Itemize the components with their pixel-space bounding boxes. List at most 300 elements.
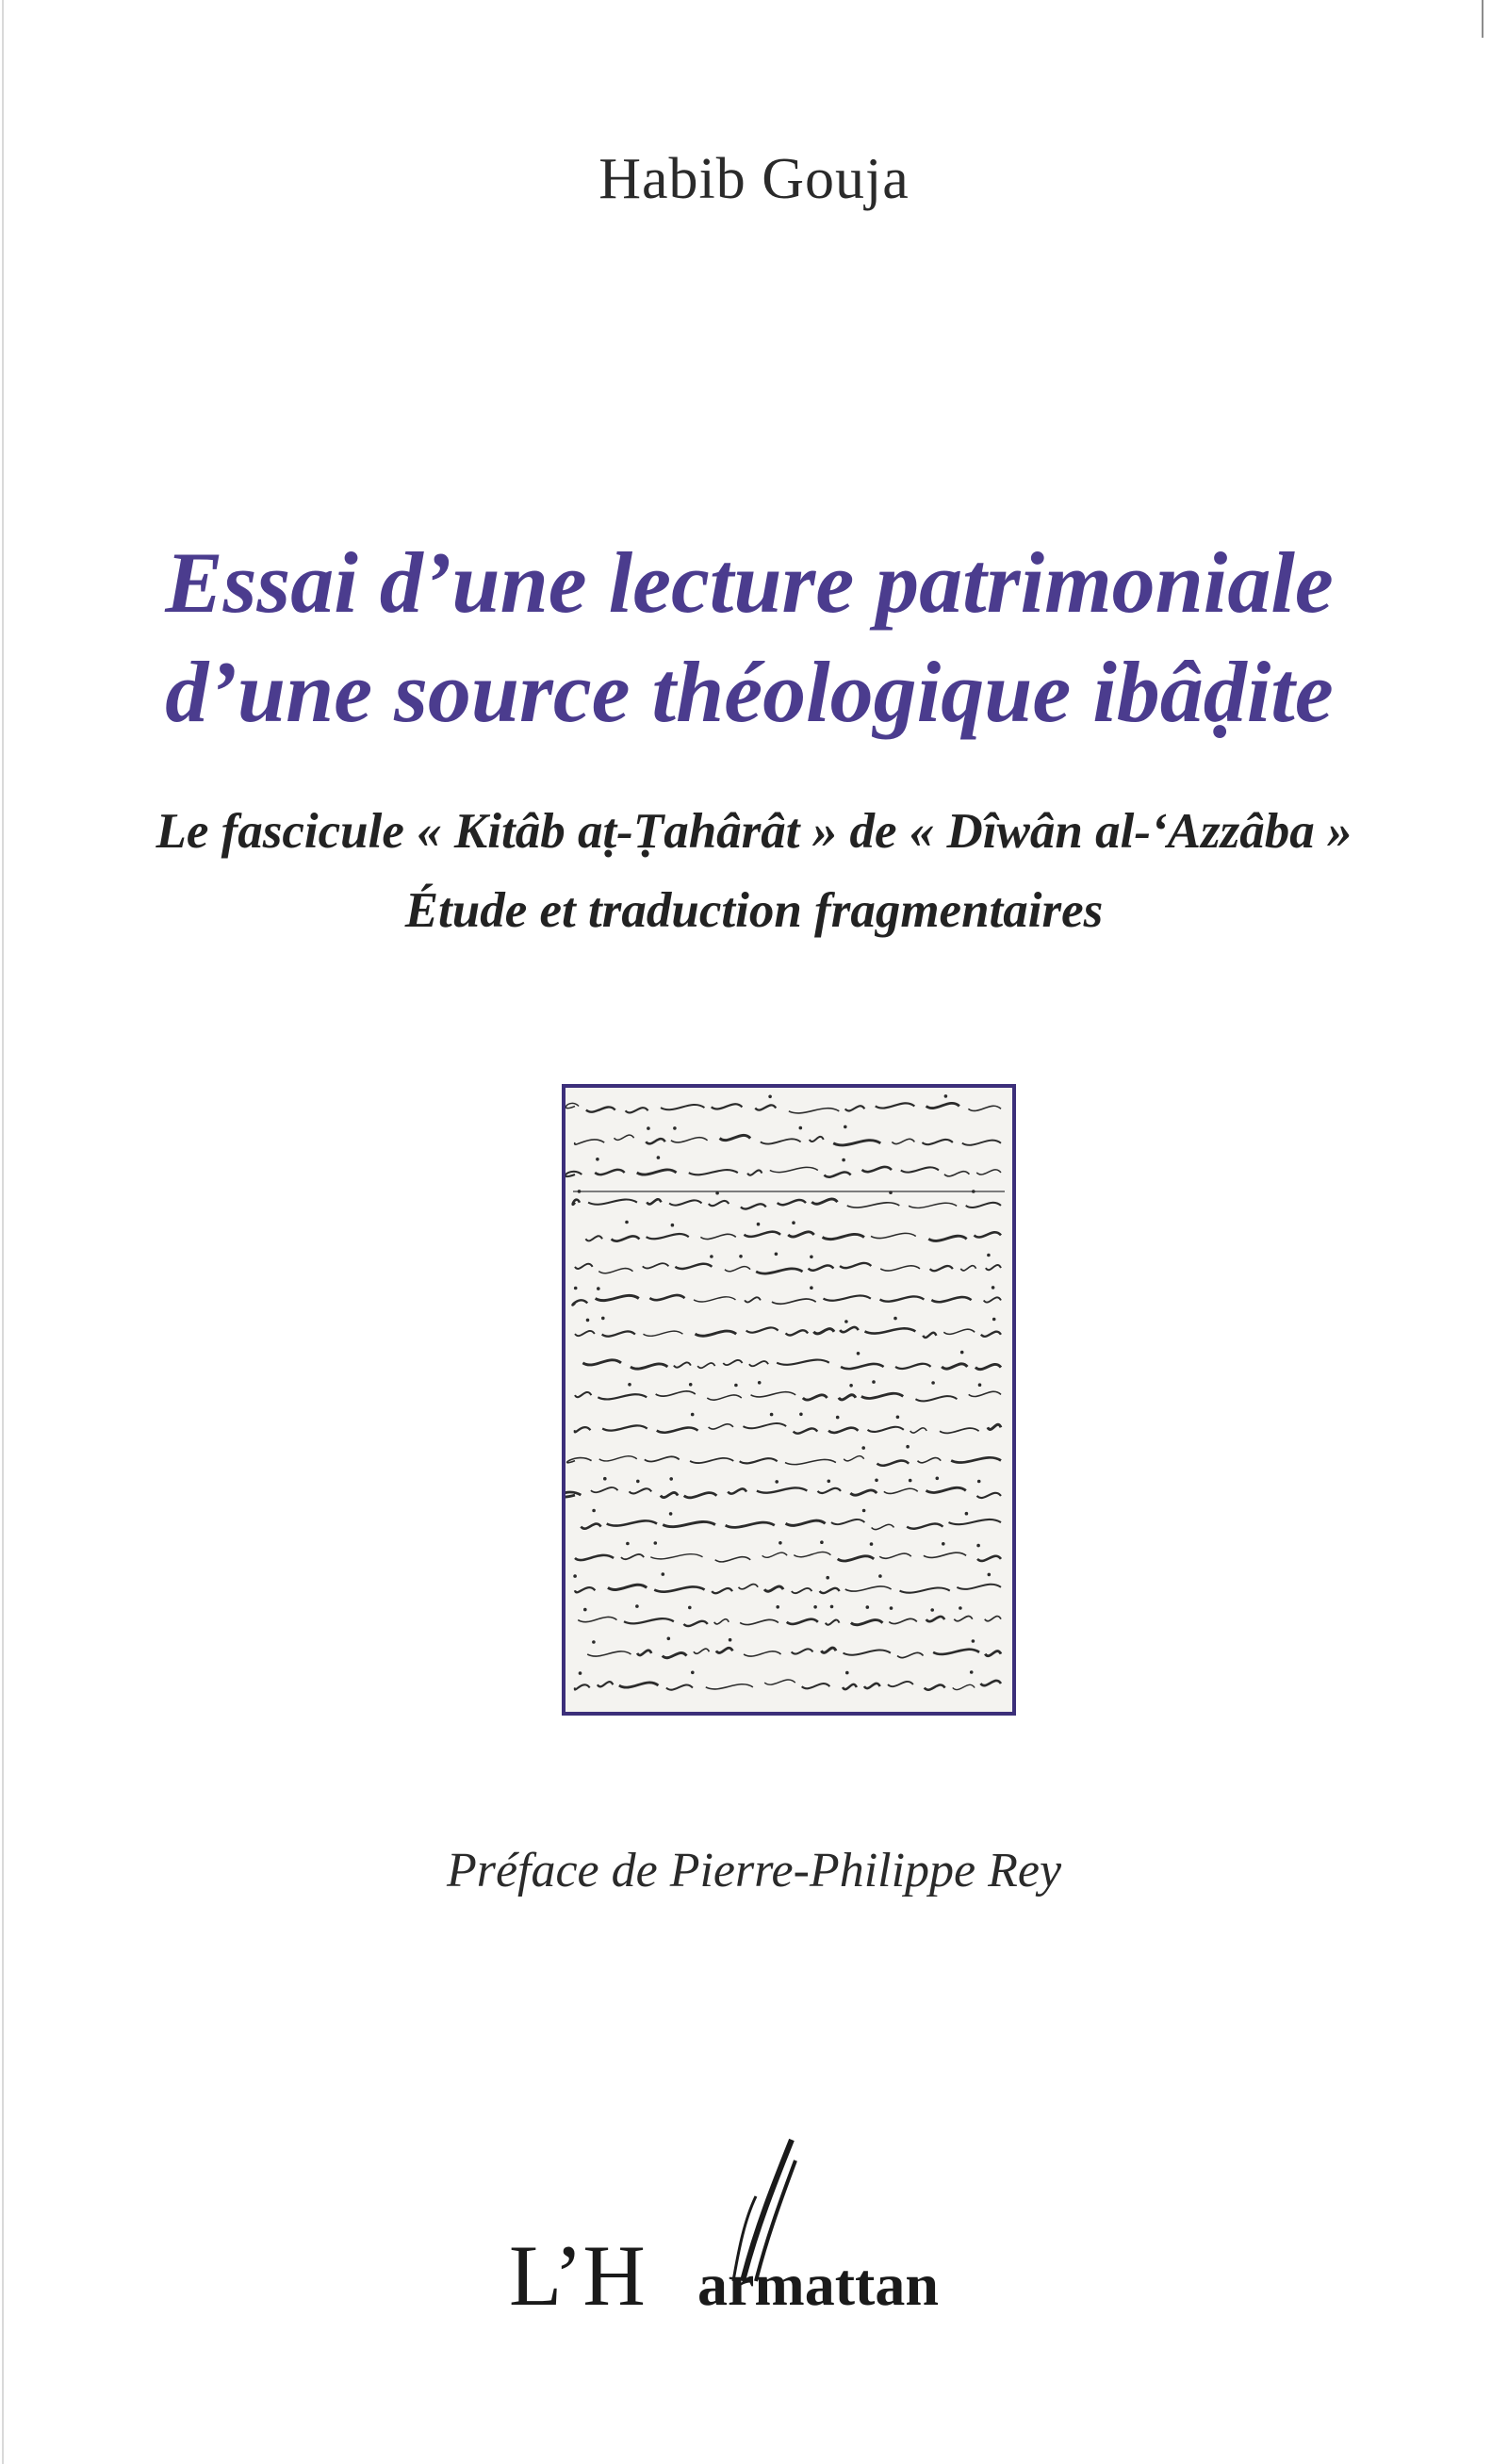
- handwriting-dot: [758, 1381, 762, 1385]
- handwriting-dot: [820, 1540, 824, 1544]
- handwriting-stroke: [598, 1682, 613, 1686]
- handwriting-dot: [729, 1638, 732, 1642]
- handwriting-stroke: [764, 1586, 783, 1591]
- handwriting-stroke: [988, 1424, 1001, 1429]
- handwriting-stroke: [845, 1586, 892, 1591]
- handwriting-dot: [842, 1158, 845, 1162]
- handwriting-stroke: [675, 1264, 712, 1269]
- handwriting-dot: [844, 1125, 847, 1129]
- handwriting-stroke: [954, 1617, 972, 1621]
- handwriting-stroke: [880, 1266, 920, 1271]
- handwriting-stroke: [838, 1556, 874, 1561]
- handwriting-dot: [810, 1256, 813, 1259]
- author-name: Habib Gouja: [598, 147, 910, 211]
- handwriting-stroke: [624, 1618, 674, 1623]
- handwriting-stroke: [694, 1649, 709, 1653]
- handwriting-stroke: [975, 1364, 1001, 1369]
- handwriting-dot: [691, 1413, 695, 1417]
- handwriting-stroke: [981, 1332, 1001, 1337]
- handwriting-stroke: [587, 1651, 631, 1656]
- handwriting-dot: [970, 1670, 974, 1674]
- handwriting-dot: [596, 1158, 599, 1161]
- handwriting-dot: [896, 1416, 900, 1420]
- handwriting-dot: [601, 1317, 605, 1321]
- handwriting-stroke: [833, 1141, 880, 1145]
- book-title: [57, 528, 1442, 747]
- handwriting-dot: [757, 1223, 761, 1226]
- handwriting-dot: [603, 1477, 607, 1481]
- handwriting-stroke: [596, 1295, 639, 1300]
- handwriting-dot: [813, 1605, 817, 1609]
- handwriting-dot: [739, 1255, 743, 1258]
- handwriting-stroke: [845, 1106, 865, 1110]
- handwriting-dot: [977, 1480, 981, 1484]
- handwriting-dot: [779, 1541, 782, 1545]
- handwriting-stroke: [575, 1555, 614, 1560]
- handwriting-stroke: [977, 1493, 1001, 1498]
- handwriting-stroke: [953, 1684, 975, 1689]
- handwriting-stroke: [901, 1167, 939, 1172]
- handwriting-stroke: [778, 1200, 806, 1205]
- handwriting-dot: [944, 1094, 948, 1098]
- handwriting-dot: [574, 1287, 578, 1290]
- handwriting-stroke: [831, 1519, 864, 1524]
- handwriting-stroke: [926, 1617, 945, 1621]
- handwriting-dot: [830, 1605, 834, 1609]
- handwriting-stroke: [817, 1488, 840, 1493]
- handwriting-stroke: [888, 1682, 913, 1686]
- handwriting-dot: [826, 1576, 829, 1580]
- handwriting-stroke: [575, 1427, 591, 1432]
- handwriting-stroke: [712, 1104, 743, 1109]
- handwriting-stroke: [787, 1619, 818, 1624]
- handwriting-dot: [889, 1191, 893, 1194]
- handwriting-stroke: [933, 1650, 979, 1654]
- handwriting-stroke: [588, 1200, 637, 1205]
- handwriting-stroke: [840, 1327, 859, 1332]
- handwriting-stroke: [794, 1552, 830, 1557]
- handwriting-stroke: [839, 1395, 856, 1400]
- handwriting-stroke: [619, 1683, 659, 1687]
- svg-text:L’H: L’H: [509, 2227, 646, 2324]
- handwriting-dot: [635, 1604, 639, 1608]
- handwriting-stroke: [573, 1200, 580, 1205]
- handwriting-stroke: [720, 1135, 751, 1140]
- handwriting-dot: [775, 1480, 779, 1484]
- handwriting-stroke: [794, 1428, 818, 1433]
- handwriting-stroke: [861, 1393, 903, 1398]
- handwriting-stroke: [877, 1461, 909, 1466]
- handwriting-dot: [710, 1255, 713, 1258]
- handwriting-stroke: [643, 1263, 669, 1268]
- handwriting-stroke: [811, 1199, 837, 1204]
- handwriting-dot: [828, 1480, 831, 1484]
- handwriting-stroke: [809, 1265, 834, 1270]
- handwriting-stroke: [690, 1458, 733, 1463]
- handwriting-stroke: [663, 1653, 687, 1658]
- handwriting-stroke: [654, 1586, 704, 1591]
- handwriting-stroke: [575, 1587, 595, 1592]
- handwriting-stroke: [666, 1684, 693, 1689]
- handwriting-stroke: [598, 1269, 632, 1273]
- handwriting-stroke: [700, 1234, 735, 1239]
- handwriting-stroke: [608, 1585, 647, 1589]
- handwriting-stroke: [980, 1681, 1001, 1685]
- handwriting-dot: [857, 1352, 861, 1355]
- handwriting-stroke: [689, 1170, 738, 1175]
- handwriting-stroke: [777, 1360, 829, 1365]
- handwriting-stroke: [649, 1295, 684, 1300]
- handwriting-stroke: [683, 1621, 707, 1626]
- handwriting-dot: [976, 1544, 980, 1548]
- handwriting-stroke: [586, 1107, 615, 1111]
- handwriting-dot: [878, 1574, 882, 1578]
- handwriting-stroke: [647, 1234, 689, 1239]
- handwriting-stroke: [761, 1139, 801, 1143]
- handwriting-stroke: [910, 1428, 926, 1433]
- handwriting-stroke: [880, 1296, 925, 1301]
- handwriting-dot: [628, 1383, 631, 1387]
- handwriting-dot: [586, 1319, 590, 1322]
- handwriting-stroke: [631, 1364, 667, 1369]
- handwriting-stroke: [802, 1684, 830, 1688]
- handwriting-stroke: [975, 1232, 1001, 1237]
- handwriting-stroke: [770, 1167, 818, 1172]
- handwriting-stroke: [744, 1651, 780, 1656]
- handwriting-stroke: [986, 1265, 1001, 1270]
- handwriting-stroke: [756, 1269, 802, 1273]
- handwriting-stroke: [747, 1170, 762, 1175]
- handwriting-dot: [866, 1605, 870, 1609]
- handwriting-stroke: [803, 1395, 828, 1400]
- handwriting-dot: [626, 1542, 630, 1546]
- handwriting-dot: [992, 1318, 996, 1322]
- handwriting-stroke: [864, 1328, 915, 1333]
- handwriting-stroke: [931, 1297, 971, 1302]
- crop-mark: [1482, 0, 1483, 38]
- handwriting-stroke: [637, 1170, 677, 1175]
- handwriting-stroke: [740, 1619, 779, 1624]
- handwriting-dot: [671, 1224, 675, 1227]
- handwriting-stroke: [897, 1652, 923, 1657]
- handwriting-stroke: [749, 1361, 768, 1366]
- handwriting-dot: [931, 1381, 935, 1385]
- handwriting-stroke: [868, 1427, 904, 1432]
- handwriting-dot: [592, 1640, 596, 1644]
- handwriting-stroke: [985, 1651, 1001, 1656]
- handwriting-dot: [775, 1253, 779, 1257]
- handwriting-stroke: [960, 1266, 975, 1271]
- handwriting-stroke: [643, 1331, 682, 1336]
- handwriting-stroke: [942, 1364, 967, 1369]
- harmattan-logo: [509, 2140, 999, 2328]
- handwriting-stroke: [985, 1617, 1001, 1621]
- handwriting-stroke: [884, 1488, 918, 1493]
- handwriting-stroke: [826, 1620, 840, 1625]
- handwriting-stroke: [647, 1199, 661, 1204]
- handwriting-stroke: [602, 1331, 635, 1336]
- handwriting-stroke: [876, 1103, 915, 1108]
- handwriting-stroke: [697, 1363, 714, 1368]
- handwriting-dot: [906, 1445, 910, 1449]
- handwriting-stroke: [824, 1296, 871, 1301]
- handwriting-stroke: [746, 1327, 779, 1332]
- handwriting-stroke: [915, 1396, 957, 1401]
- handwriting-dot: [673, 1126, 677, 1130]
- handwriting-stroke: [930, 1266, 953, 1271]
- handwriting-stroke: [740, 1458, 778, 1463]
- handwriting-dot: [715, 1191, 719, 1195]
- handwriting-stroke: [907, 1524, 942, 1529]
- handwriting-stroke: [650, 1554, 702, 1559]
- handwriting-stroke: [725, 1267, 750, 1272]
- handwriting-stroke: [820, 1588, 840, 1593]
- handwriting-dot: [965, 1512, 969, 1516]
- handwriting-dot: [669, 1512, 673, 1516]
- handwriting-dot: [909, 1479, 912, 1483]
- handwriting-stroke: [656, 1391, 696, 1396]
- handwriting-dot: [689, 1383, 693, 1387]
- handwriting-stroke: [943, 1329, 975, 1334]
- handwriting-stroke: [828, 1428, 858, 1433]
- manuscript-image: [562, 1084, 1016, 1716]
- handwriting-dot: [792, 1221, 795, 1224]
- handwriting-stroke: [598, 1394, 647, 1399]
- handwriting-stroke: [566, 1492, 581, 1497]
- handwriting-stroke: [862, 1167, 892, 1172]
- subtitle-line-1: Le fascicule « Kitâb aṭ-Ṭahârât » de « Dîwân al-‘Azzâba »: [156, 804, 1352, 859]
- handwriting-stroke: [792, 1649, 813, 1653]
- handwriting-stroke: [892, 1139, 914, 1143]
- book-subtitle: [38, 792, 1470, 950]
- handwriting-stroke: [764, 1680, 795, 1684]
- handwriting-stroke: [599, 1456, 637, 1461]
- handwriting-stroke: [872, 1524, 894, 1529]
- handwriting-stroke: [745, 1297, 761, 1302]
- handwriting-dot: [799, 1126, 803, 1130]
- handwriting-stroke: [607, 1520, 657, 1525]
- handwriting-dot: [845, 1671, 849, 1675]
- handwriting-stroke: [786, 1330, 809, 1335]
- handwriting-dot: [667, 1637, 671, 1641]
- handwriting-dot: [597, 1287, 600, 1290]
- handwriting-dot: [972, 1190, 975, 1193]
- handwriting-stroke: [840, 1263, 871, 1268]
- subtitle-line-2: Étude et traduction fragmentaires: [404, 883, 1104, 938]
- handwriting-stroke: [630, 1488, 652, 1493]
- handwriting-stroke: [615, 1135, 634, 1140]
- handwriting-stroke: [723, 1360, 742, 1365]
- handwriting-stroke: [591, 1487, 618, 1492]
- handwriting-stroke: [917, 1458, 941, 1463]
- handwriting-dot: [988, 1573, 992, 1577]
- handwriting-stroke: [741, 1204, 766, 1208]
- handwriting-stroke: [824, 1172, 850, 1176]
- handwriting-dot: [936, 1477, 940, 1481]
- handwriting-stroke: [645, 1456, 680, 1461]
- handwriting-stroke: [657, 1428, 698, 1433]
- handwriting-stroke: [841, 1364, 884, 1369]
- handwriting-dot: [844, 1320, 848, 1323]
- publisher-logo: [509, 2140, 999, 2328]
- handwriting-stroke: [696, 1331, 737, 1336]
- handwriting-stroke: [969, 1391, 1001, 1396]
- handwriting-stroke: [707, 1395, 741, 1400]
- handwriting-stroke: [895, 1364, 930, 1369]
- handwriting-stroke: [844, 1650, 891, 1654]
- handwriting-dot: [579, 1671, 582, 1675]
- handwriting-dot: [770, 1413, 774, 1417]
- handwriting-stroke: [924, 1552, 966, 1557]
- handwriting-stroke: [744, 1232, 780, 1237]
- handwriting-stroke: [578, 1617, 616, 1621]
- handwriting-stroke: [585, 1236, 602, 1240]
- handwriting-stroke: [716, 1648, 732, 1652]
- manuscript-handwriting: [566, 1088, 1012, 1712]
- handwriting-stroke: [595, 1170, 624, 1175]
- handwriting-stroke: [879, 1553, 911, 1558]
- page-edge: [2, 0, 4, 2464]
- handwriting-stroke: [714, 1619, 729, 1624]
- handwriting-dot: [942, 1542, 945, 1546]
- handwriting-stroke: [957, 1585, 1001, 1589]
- handwriting-stroke: [661, 1492, 678, 1497]
- handwriting-dot: [978, 1383, 982, 1387]
- handwriting-dot: [959, 1606, 962, 1610]
- handwriting-stroke: [637, 1651, 651, 1655]
- handwriting-stroke: [684, 1493, 717, 1498]
- handwriting-dot: [893, 1317, 897, 1321]
- handwriting-dot: [849, 1384, 853, 1388]
- handwriting-stroke: [581, 1524, 600, 1529]
- handwriting-stroke: [709, 1201, 729, 1206]
- title-line-2: d’une source théologique ibâḍite: [165, 644, 1334, 740]
- handwriting-dot: [960, 1351, 964, 1355]
- handwriting-dot: [861, 1446, 865, 1450]
- handwriting-stroke: [909, 1203, 957, 1207]
- handwriting-stroke: [661, 1105, 704, 1109]
- handwriting-dot: [972, 1639, 975, 1643]
- handwriting-stroke: [821, 1648, 836, 1652]
- handwriting-stroke: [575, 1331, 595, 1336]
- handwriting-dot: [734, 1384, 738, 1388]
- handwriting-dot: [691, 1671, 695, 1675]
- handwriting-dot: [862, 1509, 866, 1513]
- handwriting-stroke: [923, 1333, 936, 1338]
- handwriting-dot: [799, 1413, 803, 1417]
- handwriting-stroke: [977, 1556, 1001, 1561]
- handwriting-dot: [654, 1541, 658, 1545]
- handwriting-dot: [992, 1286, 995, 1289]
- handwriting-dot: [872, 1380, 876, 1384]
- handwriting-stroke: [762, 1552, 787, 1557]
- handwriting-stroke: [694, 1297, 735, 1302]
- handwriting-dot: [768, 1095, 772, 1099]
- title-line-1: Essai d’une lecture patrimoniale: [165, 534, 1334, 631]
- handwriting-stroke: [792, 1588, 812, 1593]
- handwriting-stroke: [715, 1557, 751, 1562]
- handwriting-stroke: [726, 1522, 775, 1527]
- handwriting-dot: [836, 1416, 840, 1420]
- handwriting-stroke: [851, 1620, 883, 1625]
- handwriting-stroke: [966, 1203, 1001, 1207]
- handwriting-stroke: [566, 1103, 579, 1108]
- handwriting-dot: [583, 1608, 587, 1612]
- handwriting-stroke: [575, 1392, 591, 1397]
- handwriting-stroke: [602, 1425, 647, 1430]
- handwriting-stroke: [976, 1170, 1001, 1175]
- handwriting-stroke: [663, 1521, 715, 1526]
- handwriting-stroke: [925, 1684, 945, 1689]
- handwriting-dot: [625, 1221, 629, 1224]
- handwriting-stroke: [889, 1618, 917, 1623]
- handwriting-dot: [930, 1608, 934, 1612]
- handwriting-stroke: [871, 1233, 916, 1238]
- handwriting-stroke: [900, 1587, 950, 1592]
- handwriting-stroke: [984, 1297, 1001, 1302]
- handwriting-stroke: [968, 1106, 1001, 1110]
- handwriting-stroke: [706, 1684, 753, 1689]
- handwriting-dot: [875, 1479, 878, 1483]
- svg-text:armattan: armattan: [697, 2251, 939, 2318]
- handwriting-stroke: [671, 1138, 708, 1142]
- handwriting-stroke: [844, 1456, 863, 1461]
- handwriting-dot: [688, 1606, 692, 1610]
- handwriting-stroke: [757, 1487, 807, 1492]
- handwriting-stroke: [567, 1458, 592, 1463]
- handwriting-stroke: [786, 1520, 826, 1525]
- handwriting-stroke: [575, 1264, 593, 1269]
- handwriting-dot: [636, 1480, 640, 1484]
- handwriting-dot: [987, 1254, 991, 1257]
- handwriting-stroke: [712, 1588, 732, 1593]
- handwriting-stroke: [944, 1172, 969, 1176]
- handwriting-stroke: [743, 1423, 786, 1428]
- handwriting-stroke: [810, 1137, 824, 1142]
- handwriting-stroke: [739, 1585, 759, 1589]
- handwriting-stroke: [669, 1200, 701, 1205]
- handwriting-stroke: [646, 1139, 664, 1143]
- handwriting-dot: [890, 1606, 893, 1610]
- handwriting-stroke: [922, 1140, 952, 1144]
- handwriting-dot: [870, 1542, 874, 1546]
- handwriting-stroke: [928, 1236, 966, 1240]
- handwriting-stroke: [864, 1684, 880, 1688]
- handwriting-stroke: [962, 1141, 1001, 1145]
- handwriting-dot: [662, 1572, 665, 1576]
- handwriting-stroke: [813, 1329, 834, 1334]
- handwriting-dot: [810, 1286, 813, 1289]
- handwriting-stroke: [926, 1103, 959, 1108]
- handwriting-stroke: [940, 1428, 979, 1433]
- handwriting-dot: [669, 1477, 673, 1481]
- handwriting-stroke: [612, 1236, 640, 1240]
- handwriting-stroke: [566, 1172, 582, 1176]
- handwriting-dot: [578, 1190, 582, 1193]
- handwriting-stroke: [674, 1362, 691, 1367]
- handwriting-stroke: [755, 1105, 776, 1109]
- handwriting-stroke: [843, 1684, 857, 1689]
- handwriting-stroke: [575, 1140, 605, 1144]
- handwriting-stroke: [728, 1488, 746, 1493]
- handwriting-dot: [592, 1509, 596, 1513]
- handwriting-stroke: [572, 1300, 587, 1305]
- handwriting-stroke: [847, 1203, 900, 1207]
- handwriting-stroke: [575, 1684, 590, 1689]
- handwriting-stroke: [772, 1299, 816, 1304]
- handwriting-stroke: [951, 1457, 1001, 1462]
- handwriting-stroke: [626, 1108, 648, 1112]
